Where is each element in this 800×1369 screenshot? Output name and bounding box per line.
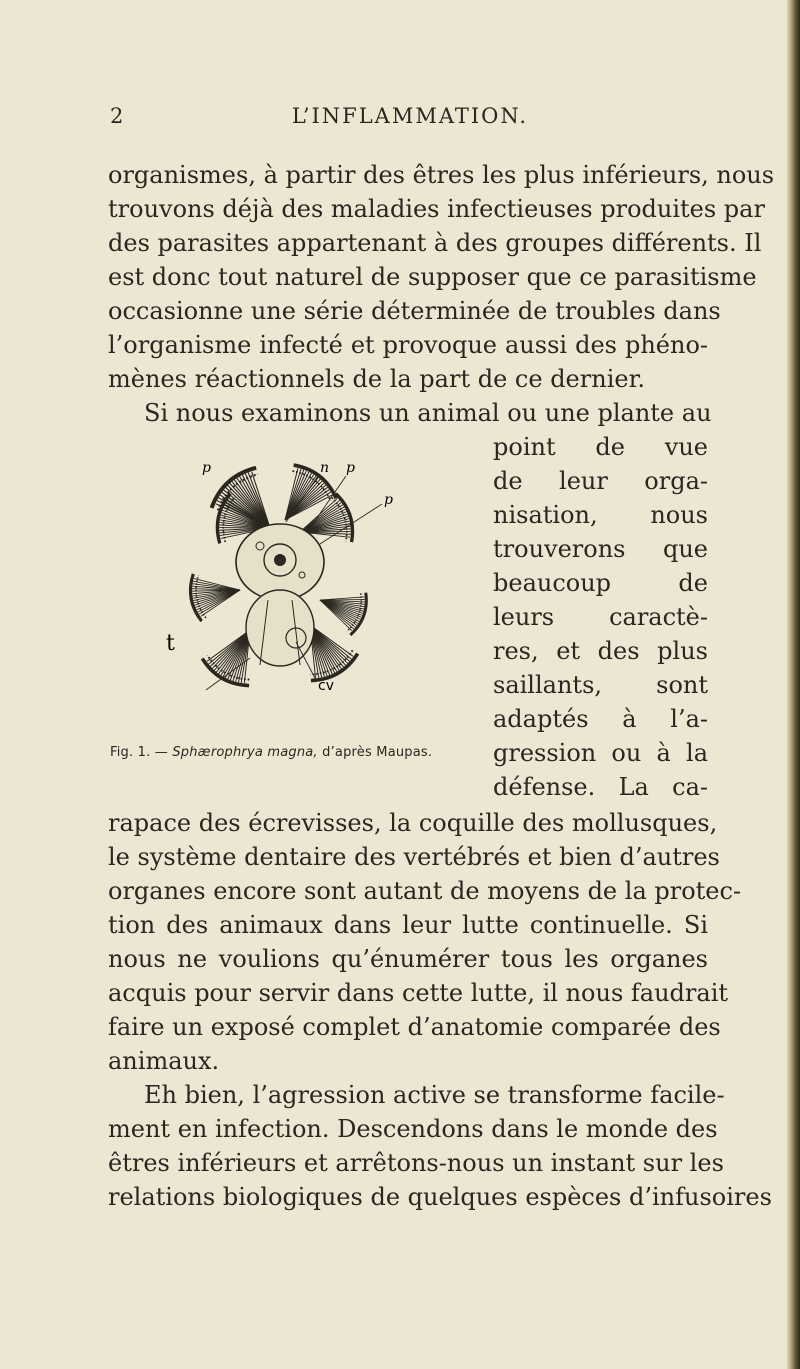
text-line: organes encore sont autant de moyens de la protec- <box>108 877 742 905</box>
figure-label-n: n <box>320 460 330 476</box>
text-line: res, et des plus <box>493 637 708 665</box>
text-line: adaptés à l’a- <box>493 705 708 733</box>
page-edge-shadow <box>786 0 800 1369</box>
figure-illustration <box>110 450 488 710</box>
sphaerophrya-illustration <box>110 450 488 710</box>
text-line: est donc tout naturel de supposer que ce parasitisme <box>108 263 757 291</box>
text-line: de leur orga- <box>493 467 708 495</box>
text-line: le système dentaire des vertébrés et bien d’autres <box>108 843 720 871</box>
figure-label-cv: cv <box>318 678 334 694</box>
caption-prefix: Fig. 1. — <box>110 745 168 760</box>
text-line: occasionne une série déterminée de troubles dans <box>108 297 721 325</box>
figure-label-p: p <box>346 460 355 476</box>
text-line: animaux. <box>108 1047 220 1075</box>
text-line: leurs caractè- <box>493 603 708 631</box>
text-line: l’organisme infecté et provoque aussi des phéno- <box>108 331 708 359</box>
text-line: ment en infection. Descendons dans le monde des <box>108 1115 718 1143</box>
text-line: acquis pour servir dans cette lutte, il nous faudrait <box>108 979 729 1007</box>
figure-label-p: p <box>384 492 393 508</box>
text-line: rapace des écrevisses, la coquille des mollusques, <box>108 809 718 837</box>
text-line: Eh bien, l’agression active se transforme facile- <box>144 1081 725 1109</box>
caption-suffix: d’après Maupas. <box>322 745 433 760</box>
figure-caption <box>110 745 432 760</box>
text-line: nisation, nous <box>493 501 708 529</box>
text-line: êtres inférieurs et arrêtons-nous un instant sur les <box>108 1149 724 1177</box>
text-line: saillants, sont <box>493 671 708 699</box>
text-line: gression ou à la <box>493 739 708 767</box>
figure-label-p: p <box>202 460 211 476</box>
page-number: 2 <box>110 104 126 128</box>
caption-species: Sphærophrya magna, <box>172 745 318 760</box>
text-line: beaucoup de <box>493 569 708 597</box>
text-line: Si nous examinons un animal ou une plante au <box>144 399 712 427</box>
text-line: trouvons déjà des maladies infectieuses produites par <box>108 195 765 223</box>
text-line: défense. La ca- <box>493 773 708 801</box>
text-line: tion des animaux dans leur lutte continuelle. Si <box>108 911 708 939</box>
text-line: trouverons que <box>493 535 708 563</box>
text-line: mènes réactionnels de la part de ce dernier. <box>108 365 646 393</box>
text-line: organismes, à partir des êtres les plus inférieurs, nous <box>108 161 775 189</box>
text-line: faire un exposé complet d’anatomie comparée des <box>108 1013 721 1041</box>
text-line: relations biologiques de quelques espèces d’infusoires <box>108 1183 772 1211</box>
text-line: point de vue <box>493 433 708 461</box>
figure-label-t: t <box>166 631 175 656</box>
page-header <box>110 104 710 134</box>
text-line: nous ne voulions qu’énumérer tous les organes <box>108 945 708 973</box>
running-title: L’INFLAMMATION. <box>291 104 529 128</box>
text-line: des parasites appartenant à des groupes différents. Il <box>108 229 762 257</box>
